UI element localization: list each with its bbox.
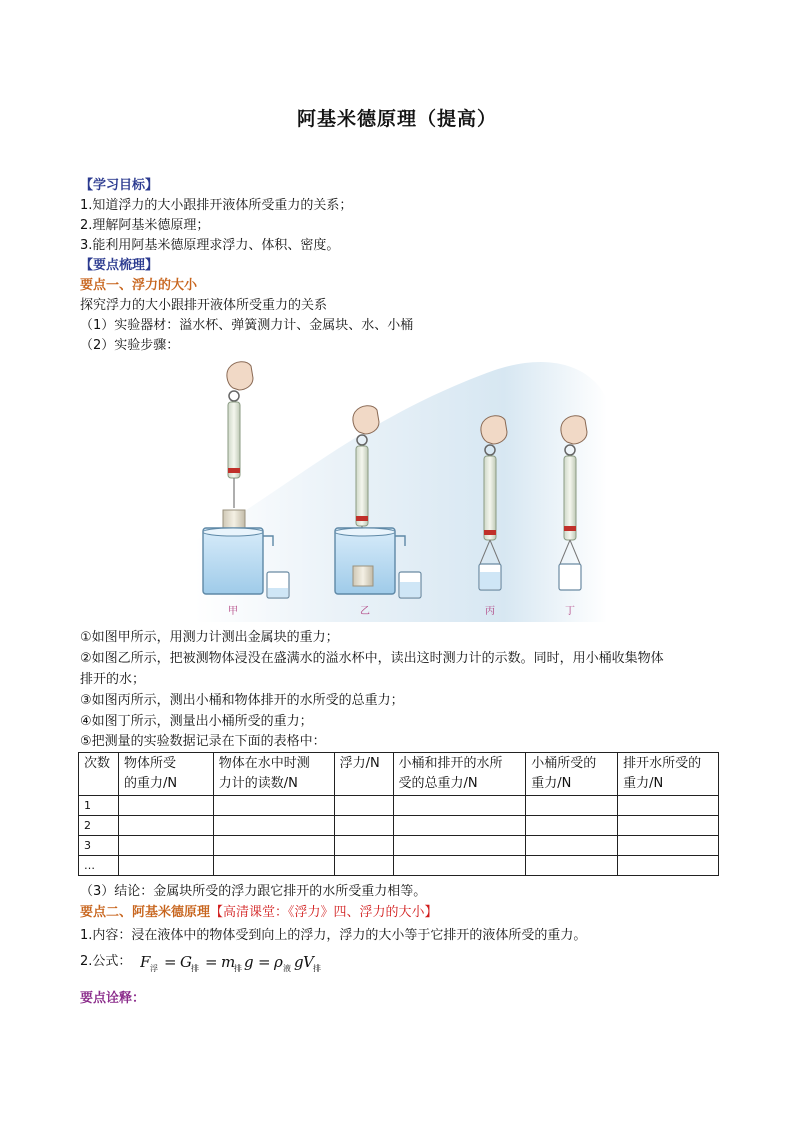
page-title: 阿基米德原理（提高） [296, 108, 497, 130]
svg-text:=: = [164, 953, 177, 971]
table-header-cell: 物体在水中时测 力计的读数/N [213, 753, 334, 796]
step-5: ⑤把测量的实验数据记录在下面的表格中： [80, 734, 326, 749]
point-note: 要点诠释： [80, 991, 146, 1006]
table-row [79, 856, 719, 876]
label-jia: 甲 [228, 606, 238, 617]
content: 1.内容：浸在液体中的物体受到向上的浮力，浮力的大小等于它排开的液体所受的重力。 [80, 928, 587, 943]
svg-text:V: V [303, 953, 314, 971]
formula-expression [140, 948, 400, 978]
svg-text:g: g [294, 953, 304, 971]
step-4: ④如图丁所示，测量出小桶所受的重力； [80, 714, 313, 729]
objective-2: 2.理解阿基米德原理； [80, 218, 210, 233]
svg-text:排: 排 [234, 964, 242, 973]
table-header-cell: 物体所受 的重力/N [118, 753, 213, 796]
objectives-header: 【学习目标】 [80, 178, 159, 193]
conclusion: （3）结论：金属块所受的浮力跟它排开的水所受重力相等。 [80, 884, 427, 899]
step-2: ②如图乙所示，把被测物体浸没在盛满水的溢水杯中，读出这时测力计的示数。同时，用小桶收集物体 [80, 651, 664, 666]
svg-text:排: 排 [191, 964, 199, 973]
svg-text:=: = [205, 953, 218, 971]
table-row [79, 816, 719, 836]
row-number: … [79, 856, 119, 876]
label-bing: 丙 [485, 606, 495, 617]
hand-icon [481, 416, 507, 444]
point2-title-text: 要点二、阿基米德原理 [80, 905, 211, 920]
points-header: 【要点梳理】 [80, 258, 159, 273]
hand-icon [561, 416, 587, 444]
experiment-figure [195, 360, 607, 622]
formula-line [80, 950, 321, 976]
step-3: ③如图丙所示，测出小桶和物体排开的水所受的总重力； [80, 693, 404, 708]
table-row [79, 796, 719, 816]
svg-text:G: G [180, 953, 192, 971]
row-number: 1 [79, 796, 119, 816]
point1-intro: 探究浮力的大小跟排开液体所受重力的关系 [80, 298, 328, 313]
point1-title: 要点一、浮力的大小 [80, 278, 198, 293]
objective-1: 1.知道浮力的大小跟排开液体所受重力的关系； [80, 198, 353, 213]
table-header-cell: 浮力/N [334, 753, 393, 796]
point2-title [80, 903, 438, 923]
svg-text:F: F [140, 953, 151, 971]
table-header-cell: 小桶所受的 重力/N [526, 753, 618, 796]
svg-text:m: m [221, 953, 236, 971]
table-header-cell: 次数 [79, 753, 119, 796]
label-ding: 丁 [565, 606, 575, 617]
svg-text:ρ: ρ [274, 953, 283, 971]
point2-link[interactable]: 【高清课堂：《浮力》四、浮力的大小】 [210, 905, 438, 920]
svg-text:浮: 浮 [150, 964, 158, 973]
hand-icon [353, 406, 379, 434]
table-row [79, 836, 719, 856]
svg-text:=: = [258, 953, 271, 971]
row-number: 3 [79, 836, 119, 856]
objective-3: 3.能利用阿基米德原理求浮力、体积、密度。 [80, 238, 340, 253]
table-header-cell: 小桶和排开的水所 受的总重力/N [393, 753, 526, 796]
point1-steps-label: （2）实验步骤： [80, 338, 180, 353]
point1-materials: （1）实验器材：溢水杯、弹簧测力计、金属块、水、小桶 [80, 318, 414, 333]
table-header-cell: 排开水所受的 重力/N [618, 753, 719, 796]
table-header-row [79, 753, 719, 796]
row-number: 2 [79, 816, 119, 836]
svg-text:g: g [244, 953, 254, 971]
step-2-cont: 排开的水； [80, 672, 146, 687]
svg-text:排: 排 [313, 964, 321, 973]
formula-label: 2.公式： [80, 954, 132, 969]
hand-icon [227, 362, 253, 390]
data-table [78, 752, 719, 876]
svg-text:液: 液 [283, 964, 291, 973]
label-yi: 乙 [360, 606, 370, 617]
step-1: ①如图甲所示，用测力计测出金属块的重力； [80, 630, 339, 645]
